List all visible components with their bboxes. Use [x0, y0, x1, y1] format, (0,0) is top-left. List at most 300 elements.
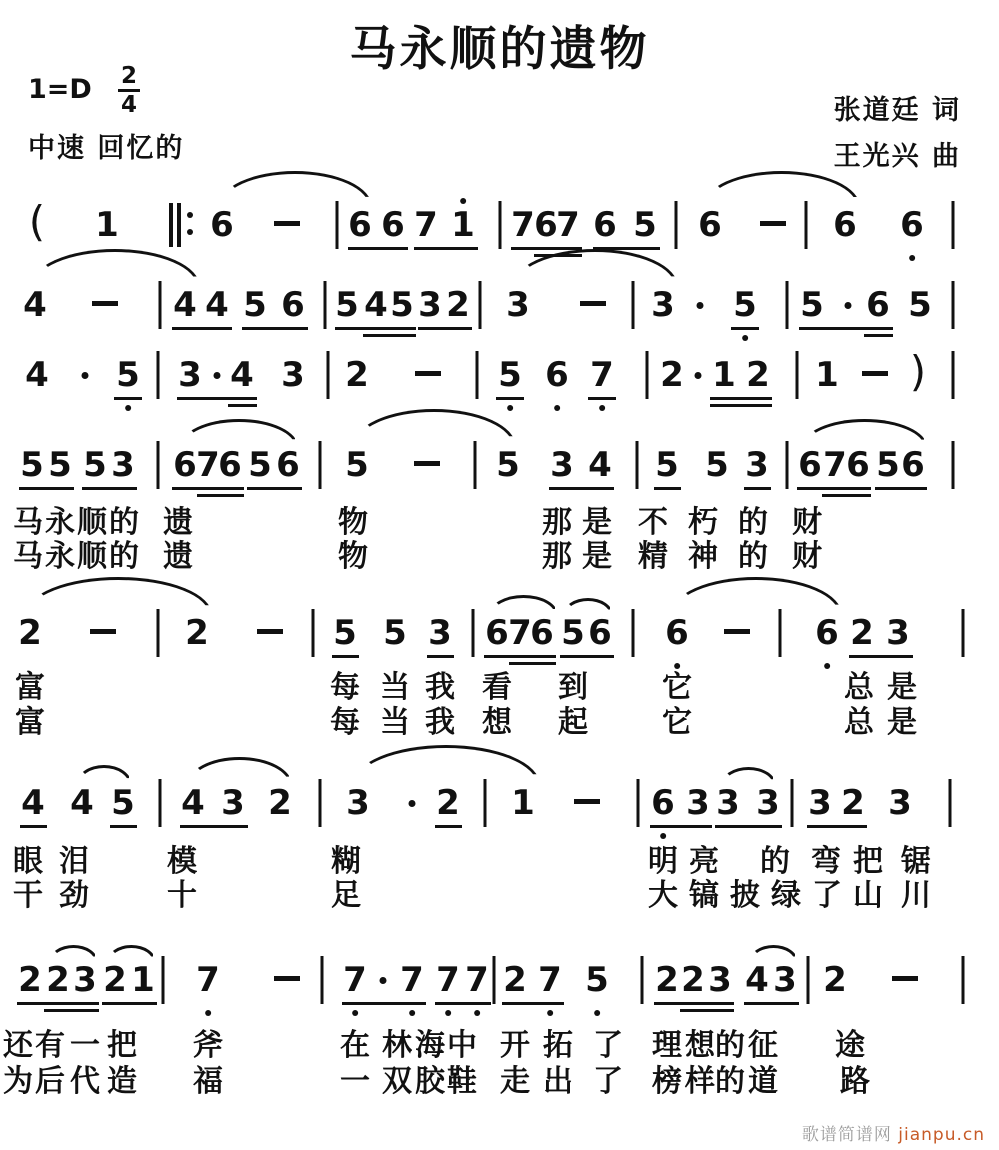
note-digit: 3: [756, 783, 780, 823]
duration-dash: [414, 461, 440, 466]
lyric-syllable: 样: [685, 1064, 715, 1099]
note-digit: 5: [390, 285, 414, 325]
note-digit: 7: [590, 355, 614, 395]
note-digit: 5: [83, 445, 107, 485]
lyric-syllable: 糊: [331, 844, 361, 879]
beam-underline: [110, 825, 137, 828]
lyric-syllable: 道: [748, 1064, 778, 1099]
note-digit: 6: [846, 445, 870, 485]
lyric-syllable: 物: [338, 505, 368, 540]
watermark-url: jianpu.cn: [898, 1125, 985, 1145]
slur-arc: [563, 598, 613, 615]
note-digit: 3: [73, 960, 97, 1000]
note-digit: 3: [178, 355, 202, 395]
note-digit: 4: [205, 285, 229, 325]
note-digit: 6: [866, 285, 890, 325]
note-digit: 2: [103, 960, 127, 1000]
note-digit: 2: [841, 783, 865, 823]
note-digit: 6: [276, 445, 300, 485]
lyric-syllable: 理: [652, 1028, 682, 1063]
beam-underline: [435, 825, 462, 828]
lyric-syllable: 是: [582, 505, 612, 540]
lyric-syllable: 双: [382, 1064, 412, 1099]
note-digit: 5: [111, 783, 135, 823]
octave-dot-below: [824, 663, 830, 669]
slur-arc: [187, 757, 292, 785]
lyric-syllable: 每: [330, 705, 360, 740]
octave-dot-below: [474, 1010, 480, 1016]
note-digit: 3: [428, 613, 452, 653]
note-digit: 5: [800, 285, 824, 325]
barline: [157, 609, 160, 657]
augmentation-dot: [845, 302, 852, 309]
beam-underline: [744, 1002, 799, 1005]
note-digit: 3: [506, 285, 530, 325]
note-digit: 3: [221, 783, 245, 823]
lyric-syllable: 是: [582, 539, 612, 574]
barline: [319, 779, 322, 827]
duration-dash: [580, 301, 606, 306]
beam-underline: [484, 655, 556, 658]
lyric-syllable: 想: [685, 1028, 715, 1063]
lyric-syllable: 中: [447, 1028, 477, 1063]
barline: [952, 201, 955, 249]
note-digit: 5: [248, 445, 272, 485]
note-digit: 1: [451, 205, 475, 245]
slur-arc: [489, 595, 558, 615]
lyric-syllable: 十: [167, 878, 197, 913]
note-digit: 6: [530, 613, 554, 653]
beam-underline: [731, 327, 759, 330]
lyric-syllable: 顺: [77, 539, 107, 574]
note-digit: 6: [485, 613, 509, 653]
note-digit: 5: [345, 445, 369, 485]
time-denominator: 4: [120, 92, 137, 118]
beam-underline: [588, 397, 616, 400]
lyric-syllable: 披: [730, 878, 760, 913]
note-digit: 6: [901, 445, 925, 485]
tempo-marking: 中速 回忆的: [28, 133, 185, 164]
lyric-syllable: 那: [542, 505, 572, 540]
lyric-syllable: 鞋: [447, 1064, 477, 1099]
lyric-syllable: 到: [558, 670, 588, 705]
beam-underline: [496, 397, 524, 400]
beam-underline: [435, 1002, 491, 1005]
lyric-syllable: 它: [662, 705, 692, 740]
lyric-syllable: 海: [415, 1028, 445, 1063]
beam-underline: [342, 1002, 426, 1005]
note-digit: 3: [708, 960, 732, 1000]
barline: [952, 281, 955, 329]
note-digit: 2: [660, 355, 684, 395]
note-digit: 6: [588, 613, 612, 653]
lyric-syllable: 榜: [652, 1064, 682, 1099]
note-digit: 1: [712, 355, 736, 395]
barline: [157, 441, 160, 489]
augmentation-dot: [214, 372, 221, 379]
barline: [499, 201, 502, 249]
octave-dot-below: [742, 335, 748, 341]
page-title: 马永顺的遗物: [349, 22, 650, 77]
note-digit: 7: [511, 205, 535, 245]
note-digit: 7: [436, 960, 460, 1000]
lyric-syllable: 走: [500, 1064, 530, 1099]
note-digit: 5: [333, 613, 357, 653]
note-digit: 3: [886, 613, 910, 653]
watermark: [802, 1120, 985, 1145]
repeat-open-sign: [169, 203, 195, 247]
lyric-syllable: 总: [844, 705, 874, 740]
note-digit: 6: [798, 445, 822, 485]
note-digit: 7: [414, 205, 438, 245]
lyric-syllable: 的: [738, 539, 768, 574]
lyric-syllable: 财: [792, 539, 822, 574]
note-digit: 6: [900, 205, 924, 245]
barline: [779, 609, 782, 657]
beam-underline: [560, 655, 614, 658]
lyric-syllable: 我: [425, 705, 455, 740]
lyric-syllable: 它: [662, 670, 692, 705]
duration-dash: [92, 301, 118, 306]
lyric-syllable: 大: [648, 878, 678, 913]
slur-arc: [352, 409, 516, 447]
barline: [472, 609, 475, 657]
note-digit: 6: [593, 205, 617, 245]
lyric-syllable: 弯: [811, 844, 841, 879]
note-digit: 2: [268, 783, 292, 823]
slur-arc: [30, 249, 200, 287]
lyric-syllable: 遗: [163, 539, 193, 574]
octave-dot-above: [460, 198, 466, 204]
barline: [479, 281, 482, 329]
beam-underline: [335, 327, 416, 330]
beam-underline: [799, 327, 893, 330]
beam-underline: [864, 334, 893, 337]
note-digit: 4: [70, 783, 94, 823]
barline: [962, 609, 965, 657]
barline: [962, 956, 965, 1004]
note-digit: 1: [511, 783, 535, 823]
note-digit: 2: [655, 960, 679, 1000]
duration-dash: [415, 371, 441, 376]
augmentation-dot: [695, 372, 702, 379]
duration-dash: [274, 976, 300, 981]
note-digit: 5: [20, 445, 44, 485]
beam-underline: [44, 1009, 99, 1012]
lyric-syllable: 起: [558, 705, 588, 740]
octave-dot-below: [909, 255, 915, 261]
beam-underline: [744, 487, 771, 490]
note-digit: 2: [503, 960, 527, 1000]
lyric-syllable: 出: [543, 1064, 573, 1099]
beam-underline: [418, 327, 472, 330]
lyric-syllable: 财: [792, 505, 822, 540]
note-digit: 6: [381, 205, 405, 245]
duration-dash: [892, 976, 918, 981]
note-digit: 6: [833, 205, 857, 245]
beam-underline: [593, 247, 660, 250]
beam-underline: [414, 247, 478, 250]
lyric-syllable: 了: [593, 1028, 623, 1063]
lyric-syllable: 干: [13, 878, 43, 913]
note-digit: 2: [18, 613, 42, 653]
note-digit: 2: [436, 783, 460, 823]
barline: [791, 779, 794, 827]
octave-dot-below: [507, 405, 513, 411]
octave-dot-below: [599, 405, 605, 411]
barline: [949, 779, 952, 827]
beam-underline: [102, 1002, 157, 1005]
augmentation-dot: [697, 302, 704, 309]
lyric-syllable: 林: [382, 1028, 412, 1063]
note-digit: 3: [550, 445, 574, 485]
lyric-syllable: 总: [844, 670, 874, 705]
note-digit: 6: [218, 445, 242, 485]
duration-dash: [257, 629, 283, 634]
note-digit: 3: [888, 783, 912, 823]
lyric-syllable: 还: [3, 1028, 33, 1063]
barline: [641, 956, 644, 1004]
note-digit: 5: [633, 205, 657, 245]
barline: [786, 281, 789, 329]
note-digit: 1: [95, 205, 119, 245]
lyric-syllable: 绿: [771, 878, 801, 913]
note-digit: 7: [538, 960, 562, 1000]
barline: [646, 351, 649, 399]
note-digit: 3: [651, 285, 675, 325]
beam-underline: [549, 487, 614, 490]
lyric-syllable: 锯: [901, 844, 931, 879]
note-digit: 2: [345, 355, 369, 395]
beam-underline: [114, 397, 142, 400]
beam-underline: [807, 825, 867, 828]
beam-underline: [19, 487, 74, 490]
lyric-syllable: 的: [109, 505, 139, 540]
octave-dot-below: [547, 1010, 553, 1016]
beam-underline: [502, 1002, 564, 1005]
beam-underline: [177, 397, 257, 400]
close-paren: ): [909, 347, 927, 396]
lyric-syllable: 把: [853, 844, 883, 879]
note-digit: 7: [400, 960, 424, 1000]
beam-underline: [511, 247, 582, 250]
duration-dash: [724, 629, 750, 634]
note-digit: 2: [46, 960, 70, 1000]
augmentation-dot: [380, 977, 387, 984]
note-digit: 5: [908, 285, 932, 325]
lyric-syllable: 了: [593, 1064, 623, 1099]
lyric-syllable: 福: [193, 1064, 223, 1099]
barline: [484, 779, 487, 827]
barline: [805, 201, 808, 249]
note-digit: 6: [173, 445, 197, 485]
lyric-syllable: 当: [380, 670, 410, 705]
note-digit: 2: [185, 613, 209, 653]
slur-arc: [670, 577, 842, 615]
lyric-syllable: 一: [70, 1028, 100, 1063]
note-digit: 7: [196, 960, 220, 1000]
octave-dot-below: [125, 405, 131, 411]
note-digit: 6: [348, 205, 372, 245]
note-digit: 7: [508, 613, 532, 653]
note-digit: 5: [655, 445, 679, 485]
lyric-syllable: 马: [13, 539, 43, 574]
barline: [319, 441, 322, 489]
note-digit: 5: [733, 285, 757, 325]
lyric-syllable: 是: [887, 705, 917, 740]
open-paren: (: [28, 197, 46, 246]
slur-arc: [749, 945, 798, 962]
octave-dot-below: [594, 1010, 600, 1016]
note-digit: 2: [823, 960, 847, 1000]
lyric-syllable: 明: [648, 844, 678, 879]
note-digit: 4: [25, 355, 49, 395]
note-digit: 3: [745, 445, 769, 485]
lyric-syllable: 我: [425, 670, 455, 705]
lyric-syllable: 斧: [193, 1028, 223, 1063]
note-digit: 3: [686, 783, 710, 823]
beam-underline: [650, 825, 712, 828]
lyric-syllable: 足: [331, 878, 361, 913]
octave-dot-below: [674, 663, 680, 669]
beam-underline: [822, 494, 871, 497]
slur-arc: [721, 767, 776, 785]
lyric-syllable: 顺: [77, 505, 107, 540]
note-digit: 3: [808, 783, 832, 823]
beam-underline: [710, 397, 772, 400]
lyric-syllable: 川: [901, 878, 931, 913]
barline: [159, 281, 162, 329]
beam-underline: [715, 825, 782, 828]
lyric-syllable: 途: [835, 1028, 865, 1063]
note-digit: 6: [815, 613, 839, 653]
slur-arc: [352, 745, 540, 785]
note-digit: 5: [496, 445, 520, 485]
lyricist-credit: 张道廷 词: [833, 95, 961, 126]
barline: [952, 441, 955, 489]
beam-underline: [247, 487, 302, 490]
lyric-syllable: 看: [482, 670, 512, 705]
lyric-syllable: 那: [542, 539, 572, 574]
note-digit: 7: [343, 960, 367, 1000]
note-digit: 6: [665, 613, 689, 653]
slur-arc: [49, 945, 98, 962]
note-digit: 4: [364, 285, 388, 325]
lyric-syllable: 的: [738, 505, 768, 540]
octave-dot-below: [409, 1010, 415, 1016]
lyric-syllable: 劲: [59, 878, 89, 913]
note-digit: 5: [243, 285, 267, 325]
duration-dash: [760, 221, 786, 226]
note-digit: 3: [346, 783, 370, 823]
note-digit: 5: [876, 445, 900, 485]
octave-dot-below: [554, 405, 560, 411]
note-digit: 2: [18, 960, 42, 1000]
slur-arc: [703, 171, 860, 207]
slur-arc: [218, 171, 372, 207]
note-digit: 4: [23, 285, 47, 325]
beam-underline: [228, 404, 257, 407]
octave-dot-below: [445, 1010, 451, 1016]
lyric-syllable: 的: [715, 1064, 745, 1099]
duration-dash: [90, 629, 116, 634]
note-digit: 1: [815, 355, 839, 395]
slur-arc: [512, 249, 678, 287]
barline: [336, 201, 339, 249]
beam-underline: [363, 334, 416, 337]
note-digit: 5: [561, 613, 585, 653]
barline: [632, 609, 635, 657]
note-digit: 6: [281, 285, 305, 325]
barline: [476, 351, 479, 399]
lyric-syllable: 了: [812, 878, 842, 913]
slur-arc: [802, 419, 927, 447]
lyric-syllable: 拓: [543, 1028, 573, 1063]
time-numerator: 2: [120, 63, 137, 89]
lyric-syllable: 模: [167, 844, 197, 879]
duration-dash: [274, 221, 300, 226]
beam-underline: [509, 662, 556, 665]
barline: [637, 779, 640, 827]
lyric-syllable: 富: [15, 705, 45, 740]
augmentation-dot: [82, 372, 89, 379]
note-digit: 3: [418, 285, 442, 325]
beam-underline: [197, 494, 244, 497]
slur-arc: [25, 577, 212, 615]
note-digit: 3: [773, 960, 797, 1000]
lyric-syllable: 有: [35, 1028, 65, 1063]
beam-underline: [172, 487, 244, 490]
beam-underline: [797, 487, 871, 490]
key-signature: 1=D: [28, 74, 92, 105]
note-digit: 5: [498, 355, 522, 395]
lyric-syllable: 为: [3, 1064, 33, 1099]
lyric-syllable: 的: [715, 1028, 745, 1063]
lyric-syllable: 的: [109, 539, 139, 574]
note-digit: 3: [281, 355, 305, 395]
beam-underline: [180, 825, 248, 828]
note-digit: 1: [131, 960, 155, 1000]
beam-underline: [20, 825, 47, 828]
beam-underline: [427, 655, 454, 658]
lyric-syllable: 眼: [13, 844, 43, 879]
lyric-syllable: 马: [13, 505, 43, 540]
note-digit: 5: [48, 445, 72, 485]
note-digit: 6: [545, 355, 569, 395]
lyric-syllable: 朽: [688, 505, 718, 540]
note-digit: 4: [181, 783, 205, 823]
augmentation-dot: [409, 800, 416, 807]
lyric-syllable: 把: [107, 1028, 137, 1063]
note-digit: 3: [111, 445, 135, 485]
lyric-syllable: 永: [45, 539, 75, 574]
note-digit: 5: [116, 355, 140, 395]
lyric-syllable: 富: [15, 670, 45, 705]
lyric-syllable: 不: [638, 505, 668, 540]
composer-credit: 王光兴 曲: [833, 141, 961, 172]
lyric-syllable: 物: [338, 539, 368, 574]
note-digit: 6: [698, 205, 722, 245]
beam-underline: [654, 1002, 734, 1005]
barline: [474, 441, 477, 489]
note-digit: 4: [230, 355, 254, 395]
barline: [324, 281, 327, 329]
barline: [312, 609, 315, 657]
note-digit: 5: [705, 445, 729, 485]
beam-underline: [534, 254, 582, 257]
barline: [796, 351, 799, 399]
slur-arc: [107, 945, 156, 962]
